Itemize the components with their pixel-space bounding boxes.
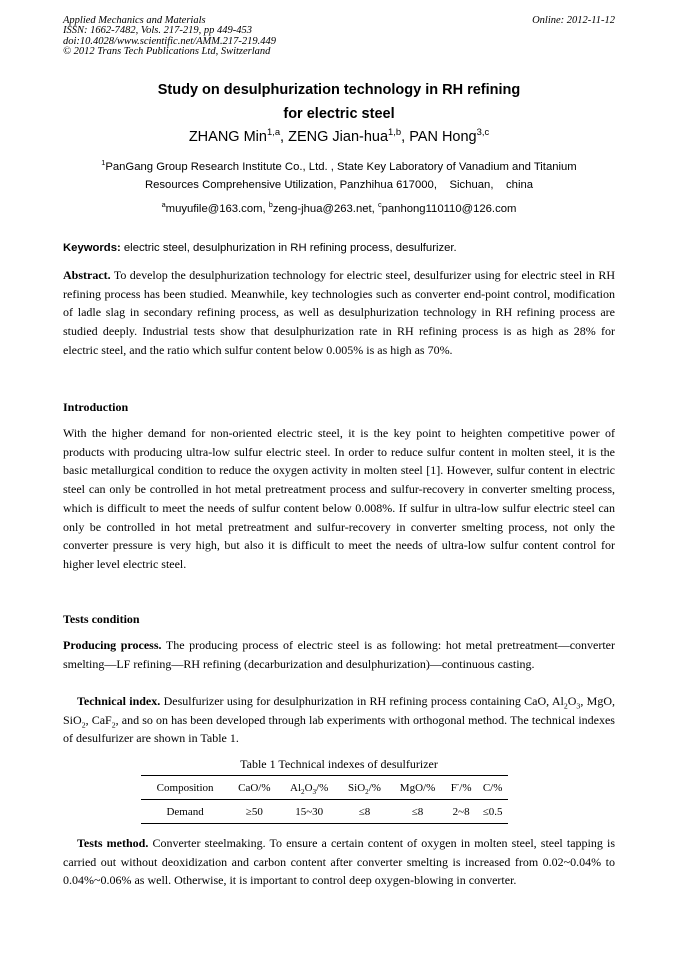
email-address[interactable]: panhong110110@126.com [381, 203, 517, 215]
author-affiliation-mark: 1,a [266, 126, 281, 138]
copyright-line: © 2012 Trans Tech Publications Ltd, Switzerland [63, 45, 271, 57]
journal-header [63, 16, 615, 57]
header-text: Al [290, 781, 302, 794]
subscript: 3 [312, 787, 317, 796]
author-name: PAN Hong [409, 129, 477, 145]
table-cell: ≤0.5 [482, 805, 503, 818]
author-affiliation-mark: 3,c [476, 126, 490, 138]
table-cell: ≤8 [411, 805, 424, 818]
header-text: /% [316, 781, 329, 794]
table-header-cell: C/% [482, 781, 503, 794]
technical-index [63, 692, 615, 748]
abstract-label: Abstract. [63, 268, 111, 282]
technical-index-text: , CaF [85, 712, 112, 727]
table-header-cell: Composition [156, 781, 214, 794]
abstract-text: To develop the desulphurization technology for electric steel, desulfurizer using for electric steel in RH refining process has been studied. Meanwhile, key technologies such as converter end-point control, modification of ladle slag in secondary refining process, as well as desulphurization technology in RH refining process are studied deeply. Industrial tests show that desulphurization rate in RH refining process is as high as 28% for electric steel, and the ratio which sulfur content below 0.005% is as high as 70%. [63, 268, 615, 357]
author-name: ZENG Jian-hua [288, 129, 389, 145]
subscript: 2 [111, 720, 116, 730]
header-text: SiO [348, 781, 366, 794]
header-text: F [450, 781, 457, 794]
introduction-paragraph: With the higher demand for non-oriented electric steel, it is the key point to heighten competitive power of products with producing ultra-low sulfur electric steel. In order to reduce sulfur content in molten steel, it is the basic metallurgical condition to reduce the oxygen activity in molten steel [1]. However, sulfur content in electric steel can only be controlled in hot metal pretreatment process and sulfur-recovery in converter smelting process, which is difficult to meet the needs of sulfur content below 0.008%. If sulfur in ultra-low sulfur electric steel can only be controlled in hot metal pretreatment and sulfur-recovery in converter smelting process, not only the converter pressure is very high, but also it is difficult to meet the needs of ultra-low sulfur content control for higher level electric steel. [63, 426, 615, 571]
table-header-cell: MgO/% [399, 781, 436, 794]
technical-index-text: Desulfurizer using for desulphurization in RH refining process containing CaO, Al [160, 694, 564, 708]
technical-index-table [141, 775, 508, 824]
author-separator: , [280, 129, 289, 145]
author-separator: , [401, 129, 410, 145]
email-mark: b [268, 200, 273, 210]
email-address[interactable]: muyufile@163.com, [165, 203, 269, 215]
issn-line: ISSN: 1662-7482, Vols. 217-219, pp 449-453 [63, 25, 252, 37]
technical-index-text: , and so on has been developed through lab experiments with orthogonal method. The technical indexes of desulfurizer are shown in Table 1. [63, 712, 615, 746]
email-address[interactable]: zeng-jhua@263.net, [272, 203, 378, 215]
technical-index-label: Technical index. [77, 694, 161, 708]
affiliation-line-1 [0, 158, 678, 173]
keywords [63, 242, 615, 254]
table-header-cell [339, 776, 390, 800]
section-heading-introduction: Introduction [63, 400, 129, 414]
producing-process-text: The producing process of electric steel is as following: hot metal pretreatment—converter smelting—LF refining—RH refining (decarburization and desulphurization)—continuous casting. [63, 638, 615, 671]
introduction-text [63, 424, 615, 574]
technical-index-text: , MgO, SiO [63, 694, 615, 727]
table-header-row [141, 776, 508, 800]
table-header-cell [445, 776, 477, 800]
subscript: 2 [81, 720, 86, 730]
subscript: 2 [365, 787, 369, 796]
table-cell: ≤8 [358, 805, 371, 818]
email-mark: a [161, 200, 166, 210]
journal-name: Applied Mechanics and Materials [63, 15, 206, 26]
affiliation-line-2: Resources Comprehensive Utilization, Panzhihua 617000, Sichuan, china [144, 179, 534, 191]
header-text: /% [459, 781, 472, 794]
abstract [63, 266, 615, 360]
online-date: Online: 2012-11-12 [532, 15, 615, 26]
producing-process-label: Producing process. [63, 638, 162, 652]
table-cell: ≥50 [245, 805, 263, 818]
header-text: O [304, 781, 313, 794]
tests-method [63, 834, 615, 890]
author-affiliation-mark: 1,b [388, 126, 402, 138]
subscript: 2 [563, 701, 568, 711]
table-header-cell [279, 776, 338, 800]
email-mark: c [377, 200, 382, 210]
table-cell: 2~8 [452, 805, 470, 818]
superscript: - [456, 779, 460, 788]
author-list [0, 126, 678, 145]
tests-method-label: Tests method. [77, 836, 149, 850]
table-row [141, 800, 508, 824]
affiliation-mark: 1 [101, 158, 106, 168]
subscript: 3 [576, 701, 581, 711]
tests-method-text: Converter steelmaking. To ensure a certain content of oxygen in molten steel, steel tapping is carried out without deoxidization and carbon content after converter smelting is increased from 0.02~0.04% to 0.04%~0.06% as well. Otherwise, it is important to control deep oxygen-blowing in converter. [63, 836, 616, 888]
table-cell: Demand [166, 805, 204, 818]
email-line [0, 200, 678, 215]
table-header-cell: CaO/% [238, 781, 271, 794]
keywords-label: Keywords: [63, 242, 121, 254]
header-text: /% [368, 781, 381, 794]
doi-line: doi:10.4028/www.scientific.net/AMM.217-219.449 [63, 35, 276, 47]
table-caption: Table 1 Technical indexes of desulfurizer [240, 757, 438, 771]
producing-process [63, 636, 615, 673]
section-heading-tests-condition: Tests condition [63, 612, 140, 626]
table-cell: 15~30 [295, 805, 324, 818]
paper-title-line-1: Study on desulphurization technology in RH refining [157, 82, 521, 98]
technical-index-text: O [567, 694, 577, 708]
keywords-text: electric steel, desulphurization in RH refining process, desulfurizer. [120, 242, 457, 254]
subscript: 2 [301, 787, 305, 796]
author-name: ZHANG Min [188, 129, 267, 145]
affiliation-text: PanGang Group Research Institute Co., Ltd. , State Key Laboratory of Vanadium and Titanium [105, 161, 577, 173]
paper-title-line-2: for electric steel [283, 106, 395, 122]
